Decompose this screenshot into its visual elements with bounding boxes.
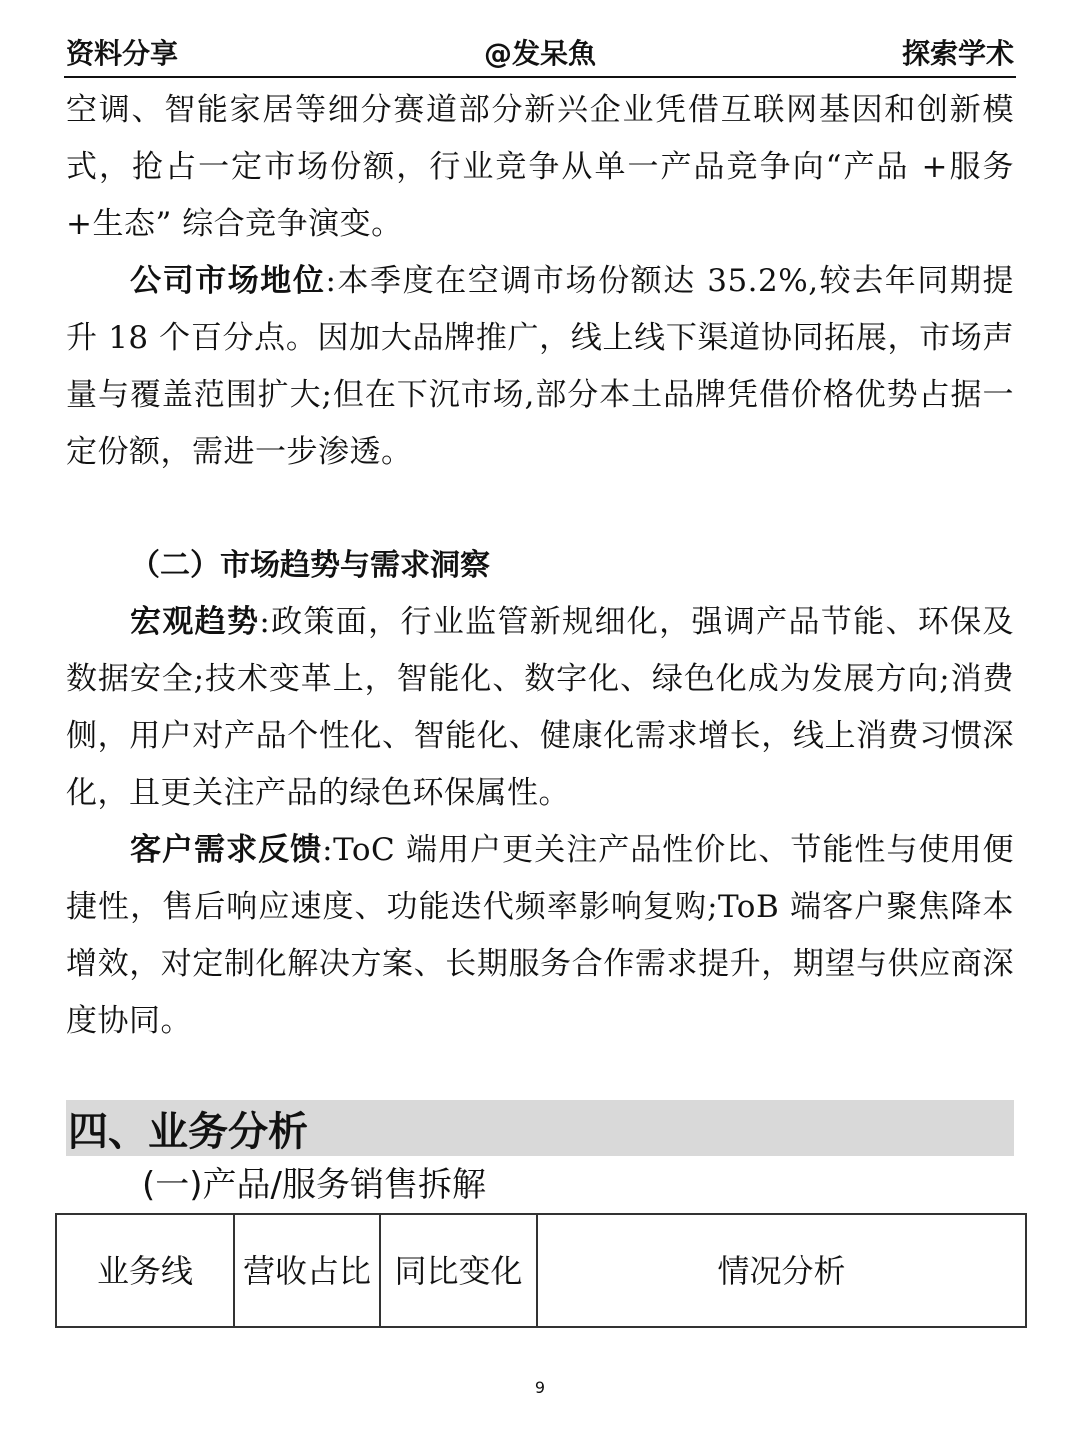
macro-trends-body: :政策面，行业监管新规细化，强调产品节能、环保及数据安全;技术变革上，智能化、数字化、绿色化成为发展方向;消费侧，用户对产品个性化、智能化、健康化需求增长，线上消费习惯深化，且更关注产品的绿色环保属性。 [66,604,1014,811]
paragraph-customer-feedback [66,822,1014,1050]
header-right-text: 探索学术 [901,37,1014,70]
paragraph-competition: 空调、智能家居等细分赛道部分新兴企业凭借互联网基因和创新模式，抢占一定市场份额，行业竞争从单一产品竞争向“产品 +服务+生态” 综合竞争演变。 [66,92,1014,242]
col-header-business-line: 业务线 [56,1214,234,1327]
business-analysis-table [55,1213,1027,1328]
chapter-heading [66,1100,1014,1156]
header-center-text: @发呆魚 [483,37,596,70]
customer-feedback-body: :ToC 端用户更关注产品性价比、节能性与使用便捷性，售后响应速度、功能迭代频率影响复购;ToB 端客户聚焦降本增效，对定制化解决方案、长期服务合作需求提升，期望与供应商深度协同。 [66,832,1015,1039]
table-header-row [56,1214,1026,1327]
page-header [66,30,1014,74]
paragraph-macro-trends [66,594,1014,822]
page-number: 9 [534,1378,546,1397]
macro-trends-lead: 宏观趋势 [130,604,260,640]
market-position-body: :本季度在空调市场份额达 35.2%,较去年同期提升 18 个百分点。因加大品牌推广，线上线下渠道协同拓展，市场声量与覆盖范围扩大;但在下沉市场,部分本土品牌凭借价格优势占据一定份额，需进一步渗透。 [66,263,1014,470]
market-position-lead: 公司市场地位 [130,263,326,299]
section-2-heading: （二）市场趋势与需求洞察 [130,548,490,583]
subsection-heading: (一)产品/服务销售拆解 [142,1165,486,1205]
paragraph-market-position [66,253,1014,481]
col-header-yoy-change: 同比变化 [380,1214,537,1327]
header-rule [64,76,1016,78]
customer-feedback-lead: 客户需求反馈 [130,832,323,868]
header-left-text: 资料分享 [66,37,179,70]
chapter-title: 四、业务分析 [68,1107,308,1155]
page-body [66,82,1014,1214]
col-header-revenue-share: 营收占比 [234,1214,380,1327]
col-header-analysis: 情况分析 [537,1214,1026,1327]
